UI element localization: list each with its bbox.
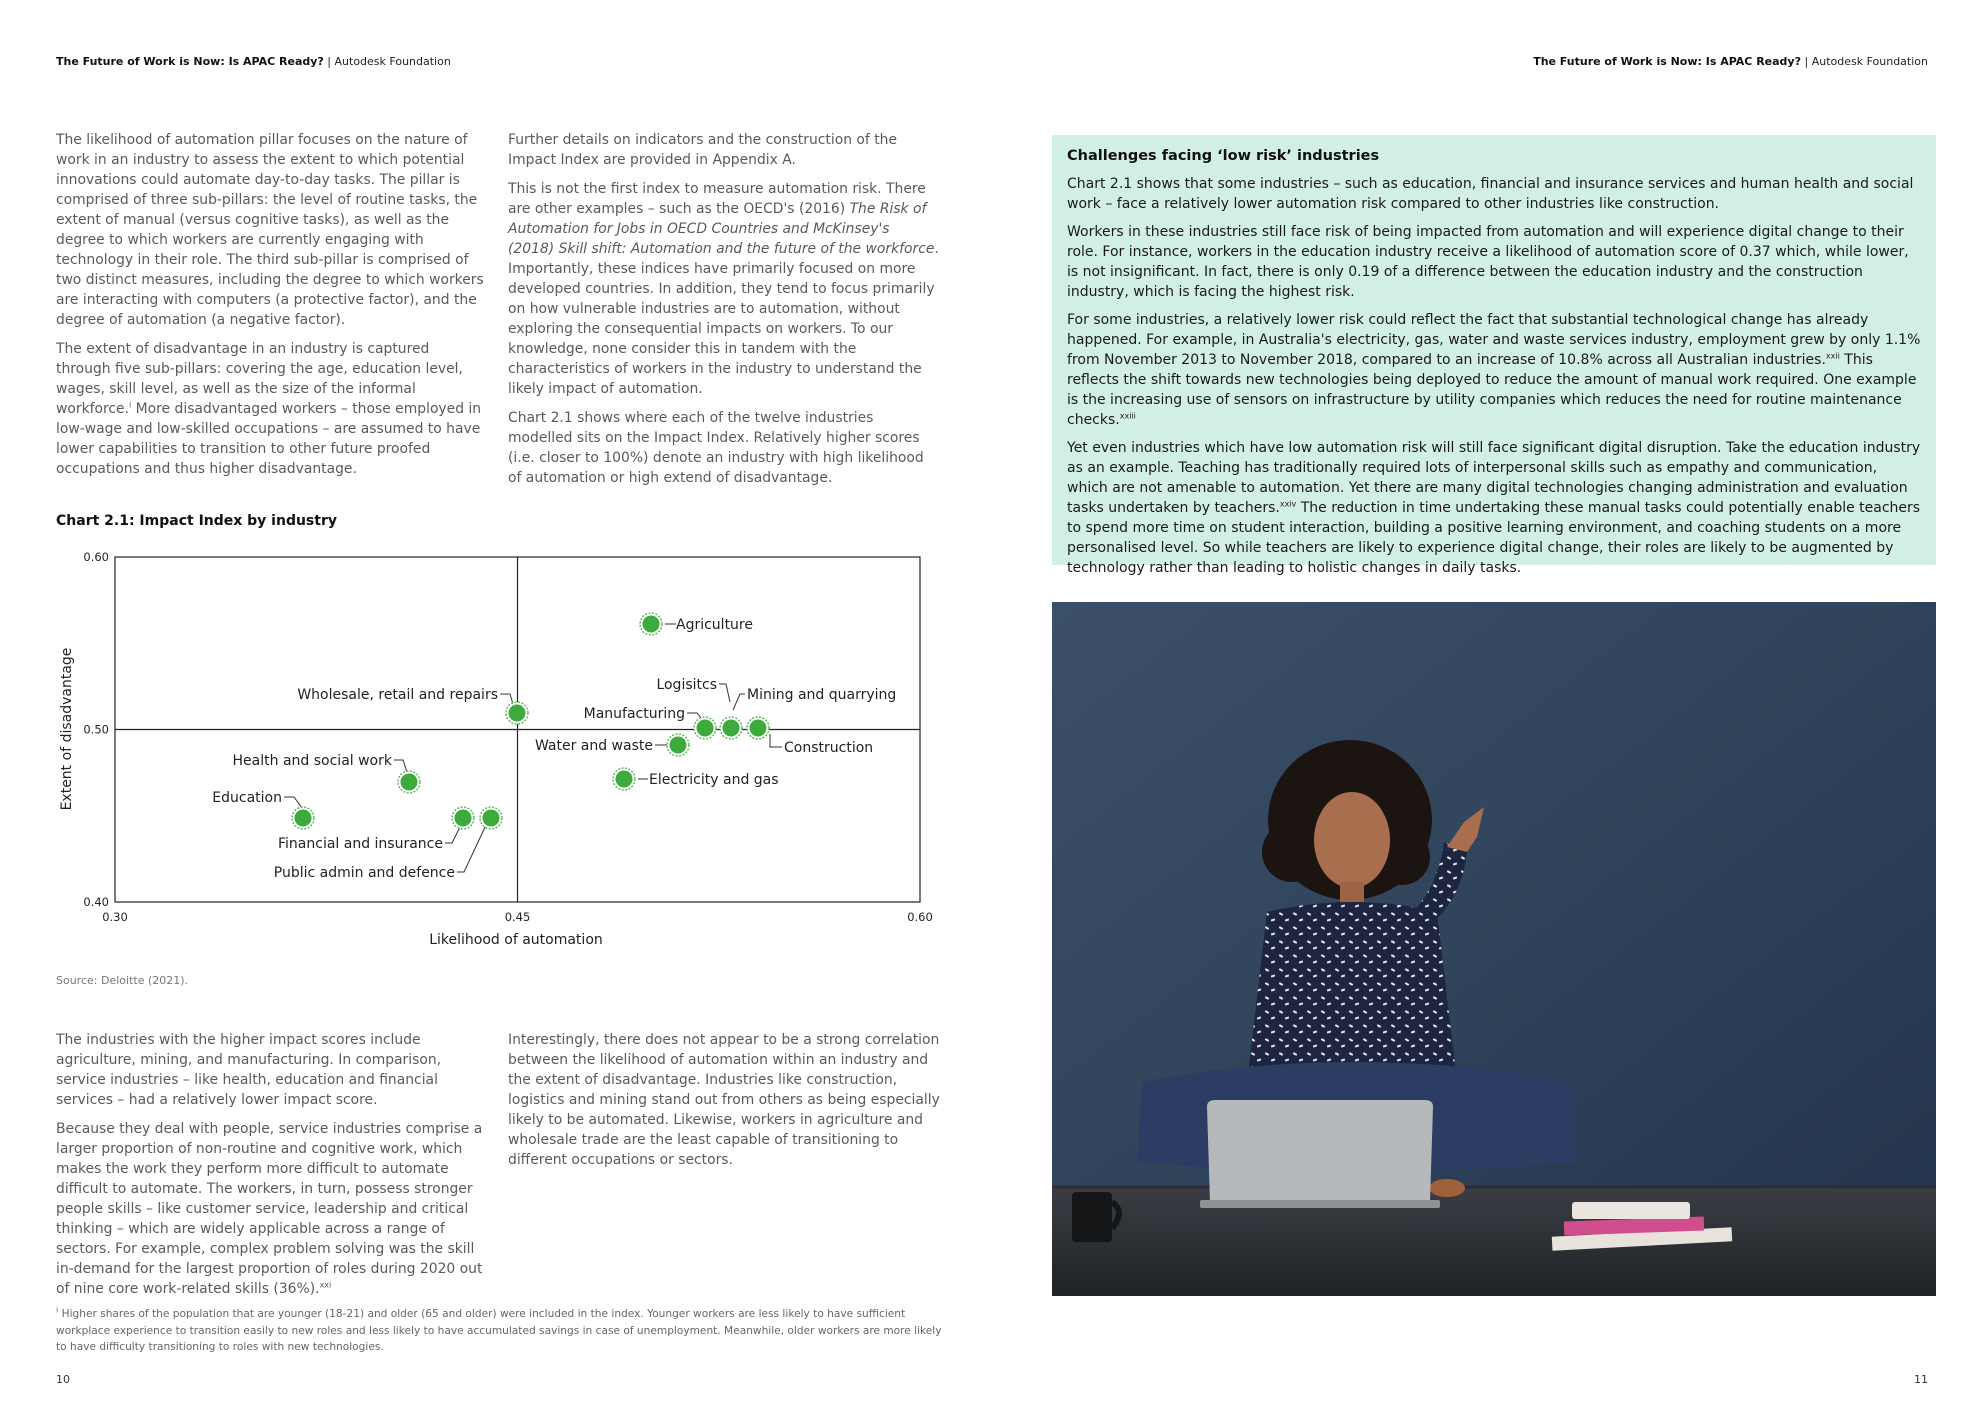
footnote-text: Higher shares of the population that are younger (18-21) and older (65 and older) were included in the index. Younger workers are less likely to have sufficient workplace experience to transition easily to new roles and less likely to have accumulated savings in case of unemployment. Meanwhile, older workers are more likely to have difficulty transitioning to roles with new technologies.	[56, 1308, 942, 1353]
page-number-left: 10	[56, 1373, 70, 1386]
callout-paragraph: Yet even industries which have low automation risk will still face significant digital disruption. Take the education industry as an example. Teaching has traditionally required lots of interpersonal skills such as empathy and communication, which are not amenable to automation. Yet there are many digital technologies changing administration and evaluation tasks undertaken by teachers.$^{xxiv}$ The reduction in time undertaking these manual tasks could potentially enable teachers to spend more time on student interaction, building a positive learning environment, and coaching students on a more personalised level. So while teachers are likely to experience digital change, their roles are likely to be augmented by technology rather than leading to holistic changes in daily tasks.	[1067, 440, 1921, 576]
footnote-ref: i	[129, 400, 132, 410]
body-column-1-top	[56, 130, 486, 488]
paragraph: Because they deal with people, service industries comprise a larger proportion of non-routine and cognitive work, which makes the work they perform more difficult to automate difficult to automate. The workers, in turn, possess stronger people skills – like customer service, leadership and critical thinking – which are widely applicable across a range of sectors. For example, complex problem solving was the skill in-demand for the largest proportion of roles during 2020 out of nine core work-related skills (36%).$^{xxi}$	[56, 1121, 483, 1297]
woman-with-laptop-photo	[1052, 602, 1936, 1296]
header-left-title: The Future of Work is Now: Is APAC Ready?	[56, 55, 324, 68]
callout-title: Challenges facing ‘low risk’ industries	[1067, 148, 1380, 164]
callout-paragraph: For some industries, a relatively lower risk could reflect the fact that substantial technological change has already happened. For example, in Australia's electricity, gas, water and waste services industry, employment grew by only 1.1% from November 2013 to November 2018, compared to an increase of 10.8% across all Australian industries.$^{xxii}$ This reflects the shift towards new technologies being deployed to reduce the amount of manual work required. One example is the increasing use of sensors on infrastructure by utility companies which reduces the need for routine maintenance checks.$^{xxiii}$	[1067, 312, 1921, 428]
data-point	[670, 737, 687, 754]
footnote-marker: i	[56, 1305, 59, 1315]
paragraph: The industries with the higher impact scores include agriculture, mining, and manufacturing. In comparison, service industries – like health, education and financial services – had a relatively lower impact score.	[56, 1032, 442, 1108]
leader-line	[770, 734, 782, 747]
leader-line	[733, 694, 745, 710]
body-column-1-bottom	[56, 1030, 486, 1308]
data-point	[295, 810, 312, 827]
data-point	[509, 705, 526, 722]
footnote-ref: xxiv	[1279, 499, 1297, 509]
data-point-label: Construction	[784, 740, 874, 756]
data-point	[643, 616, 660, 633]
data-point	[723, 720, 740, 737]
data-point-label: Logisitcs	[656, 677, 717, 693]
report-titles: The Risk of Automation for Jobs in OECD Countries and McKinsey's (2018) Skill shift: Automation and the future of the workforce	[508, 201, 935, 257]
header-left	[56, 55, 451, 68]
chart-source: Source: Deloitte (2021).	[56, 974, 189, 987]
data-point-label: Electricity and gas	[649, 772, 779, 788]
data-point-label: Wholesale, retail and repairs	[297, 687, 498, 703]
header-right-title: The Future of Work is Now: Is APAC Ready?	[1533, 55, 1801, 68]
data-point	[455, 810, 472, 827]
paragraph: This is not the first index to measure automation risk. There are other examples – such as the OECD's (2016) The Risk of Automation for Jobs in OECD Countries and McKinsey's (2018) Skill shift: Automation and the future of the workforce. Importantly, these indices have primarily focused on more developed countries. In addition, they tend to focus primarily on how vulnerable industries are to automation, without exploring the consequential impacts on workers. To our knowledge, none consider this in tandem with the characteristics of workers in the industry to understand the likely impact of automation.	[508, 181, 939, 397]
x-axis-label: Likelihood of automation	[429, 932, 603, 948]
y-tick-label: 0.60	[83, 550, 109, 564]
data-point-label: Financial and insurance	[278, 836, 443, 852]
data-point-label: Health and social work	[232, 753, 392, 769]
data-point	[401, 774, 418, 791]
leader-line	[457, 823, 487, 872]
leader-line	[284, 797, 302, 808]
chart-title: Chart 2.1: Impact Index by industry	[56, 513, 337, 529]
footnote	[56, 1306, 946, 1356]
data-point-label: Water and waste	[534, 738, 653, 754]
data-point-label: Agriculture	[676, 617, 753, 633]
x-tick-label: 0.60	[907, 910, 933, 924]
header-separator: |	[323, 55, 335, 68]
page-number-right: 11	[1914, 1373, 1928, 1386]
footnote-ref: xxii	[1825, 351, 1840, 361]
x-tick-label: 0.45	[504, 910, 531, 924]
data-point	[483, 810, 500, 827]
callout-paragraph: Workers in these industries still face risk of being impacted from automation and will experience digital change to their role. For instance, workers in the education industry receive a likelihood of automation score of 0.37 which, while lower, is not insignificant. In fact, there is only 0.19 of a difference between the education industry and the construction industry, which is facing the highest risk.	[1067, 224, 1909, 300]
header-left-org: Autodesk Foundation	[334, 55, 451, 68]
paragraph: The likelihood of automation pillar focuses on the nature of work in an industry to assess the extent to which potential innovations could automate day-to-day tasks. The pillar is comprised of three sub-pillars: the level of routine tasks, the extent of manual (versus cognitive tasks), as well as the degree to which workers are currently engaging with technology in their role. The third sub-pillar is comprised of two distinct measures, including the degree to which workers are interacting with computers (a protective factor), and the degree of automation (a negative factor).	[56, 132, 484, 328]
paragraph: Chart 2.1 shows where each of the twelve industries modelled sits on the Impact Index. Relatively higher scores (i.e. closer to 100%) denote an industry with high likelihood of automation or high extend of disadvantage.	[508, 410, 924, 486]
data-point-label: Education	[212, 790, 282, 806]
body-column-2-bottom	[508, 1030, 940, 1179]
data-point-label: Manufacturing	[583, 706, 685, 722]
header-right-org: Autodesk Foundation	[1811, 55, 1928, 68]
header-separator: |	[1801, 55, 1812, 68]
callout-paragraph: Chart 2.1 shows that some industries – such as education, financial and insurance services and human health and social work – face a relatively lower automation risk compared to other industries like construction.	[1067, 176, 1914, 212]
leader-line	[719, 684, 730, 702]
paragraph: The extent of disadvantage in an industry is captured through five sub-pillars: covering the age, education level, wages, skill level, as well as the size of the informal workforce.$^i$ More disadvantaged workers – those employed in low-wage and low-skilled occupations – are assumed to have lower capabilities to transition to other future proofed occupations and thus higher disadvantage.	[56, 341, 482, 477]
footnote-ref: xxi	[319, 1280, 332, 1290]
x-tick-label: 0.30	[102, 910, 128, 924]
data-point-label: Mining and quarrying	[747, 687, 897, 703]
data-point-label: Public admin and defence	[273, 865, 455, 881]
y-tick-label: 0.50	[83, 722, 109, 737]
data-point	[750, 720, 767, 737]
body-column-2-top	[508, 130, 940, 497]
y-tick-label: 0.40	[83, 895, 109, 909]
y-axis-label: Extent of disadvantage	[59, 647, 75, 811]
impact-index-scatter-chart	[0, 540, 960, 960]
data-point	[616, 771, 633, 788]
challenges-callout-box	[1052, 135, 1936, 576]
footnote-ref: xxiii	[1119, 411, 1136, 421]
header-right	[1533, 55, 1928, 68]
data-point	[697, 720, 714, 737]
paragraph: Further details on indicators and the construction of the Impact Index are provided in Appendix A.	[508, 132, 898, 168]
paragraph: Interestingly, there does not appear to be a strong correlation between the likelihood of automation within an industry and the extent of disadvantage. Industries like construction, logistics and mining stand out from others as being especially likely to be automated. Likewise, workers in agriculture and wholesale trade are the least capable of transitioning to different occupations or sectors.	[508, 1032, 940, 1168]
